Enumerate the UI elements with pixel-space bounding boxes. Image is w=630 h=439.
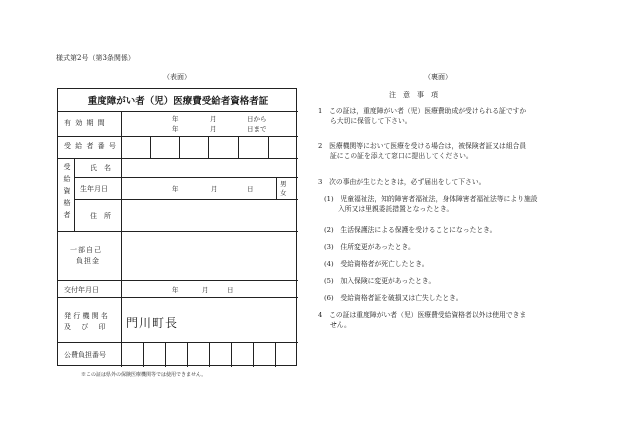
validity-to-year: 年 [172,125,179,133]
note-subitem-1: (1) 児童福祉法，知的障害者福祉法，身体障害者福祉法等により施設 入所又は里親委託措置となったとき。 [324,195,538,213]
certificate-card [57,88,297,366]
issuer-label-line1: 発 行 機 関 名 [64,312,108,320]
form-number: 様式第2号（第3条関係） [56,54,135,62]
issue-date-label: 交付年月日 [64,286,99,294]
validity-to-month: 月 [210,125,217,133]
validity-to-day: 日まで [247,125,267,133]
front-side-label: （表面） [163,73,191,81]
footnote: ※この証は県外の保険医療機関等では使用できません。 [81,372,207,378]
issue-month: 月 [202,286,209,294]
issuer-label-line2: 及 び 印 [64,323,110,331]
validity-label: 有 効 期 間 [64,119,106,127]
note-subitem-4: (4) 受給資格者が死亡したとき。 [324,260,429,268]
note-subitem-2: (2) 生活保護法による保護を受けることになったとき。 [324,226,497,234]
back-side-label: （裏面） [424,73,452,81]
dob-year: 年 [172,185,179,193]
note-subitem-5: (5) 加入保険に変更があったとき。 [324,277,436,285]
note-item-4: 4 この証は重度障がい者（児）医療費受給資格者以外は使用できま せん。 [318,311,527,329]
note-subitem-6: (6) 受給資格者証を破損又は亡失したとき。 [324,294,463,302]
payer-number-label: 公費負担番号 [64,351,106,359]
note-subitem-3: (3) 住所変更があったとき。 [324,243,415,251]
sex-female: 女 [280,189,287,197]
validity-from-year: 年 [172,115,179,123]
copay-label-line2: 負担金 [76,257,100,265]
certificate-title: 重度障がい者（児）医療費受給者資格者証 [87,96,269,107]
dob-label: 生年月日 [80,185,108,193]
validity-from-day: 日から [247,115,267,123]
dob-month: 月 [211,185,218,193]
copay-label-line1: 一部自己 [70,246,102,254]
recipient-number-label: 受 給 者 番 号 [64,142,117,150]
issue-year: 年 [172,286,179,294]
note-item-2: 2 医療機関等において医療を受ける場合は，被保険者証又は組合員 証にこの証を添えて窓口に提出してください。 [318,142,527,160]
address-label: 住 所 [90,212,111,220]
name-label: 氏 名 [90,164,111,172]
note-item-3: 3 次の事由が生じたときは，必ず届出をして下さい。 [318,178,486,186]
note-item-1: 1 この証は，重度障がい者（児）医療費助成が受けられる証ですか ら大切に保管して下さい。 [318,107,527,125]
validity-from-month: 月 [210,115,217,123]
notes-title: 注 意 事 項 [389,91,438,99]
sex-male: 男 [280,180,287,188]
recipient-group-label: 受給資格者 [63,163,71,223]
dob-day: 日 [247,185,254,193]
issuer-name: 門川町長 [126,316,179,330]
issue-day: 日 [227,286,234,294]
